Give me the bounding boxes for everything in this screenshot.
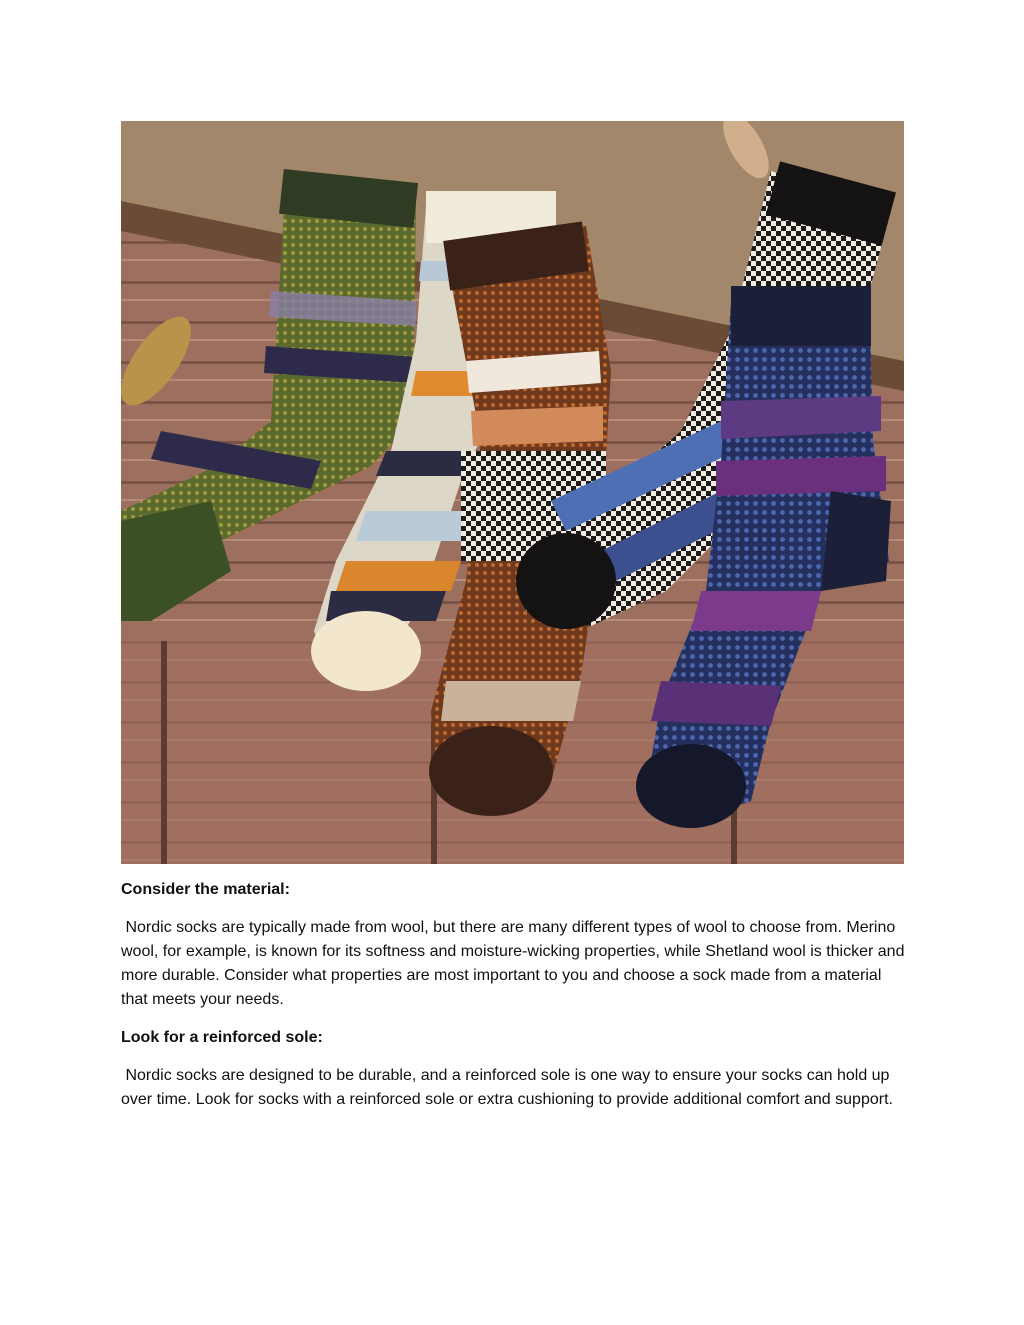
section-body: Nordic socks are typically made from wool, but there are many different types of wool to choose from. Merino wool, for example, is known for its softness and moisture-wicking properties, while Shetland wool is thicker and more durable. Consider what properties are most important to you and choose a sock made from a material that meets your needs. (121, 919, 909, 1008)
article-text (121, 878, 911, 1126)
section-heading: Consider the material: (121, 881, 290, 898)
section-heading: Look for a reinforced sole: (121, 1029, 323, 1046)
section-body: Nordic socks are designed to be durable, and a reinforced sole is one way to ensure your socks can hold up over time. Look for socks with a reinforced sole or extra cushioning to provide additional comfort and support. (121, 1067, 894, 1108)
socks-photo (121, 121, 904, 864)
